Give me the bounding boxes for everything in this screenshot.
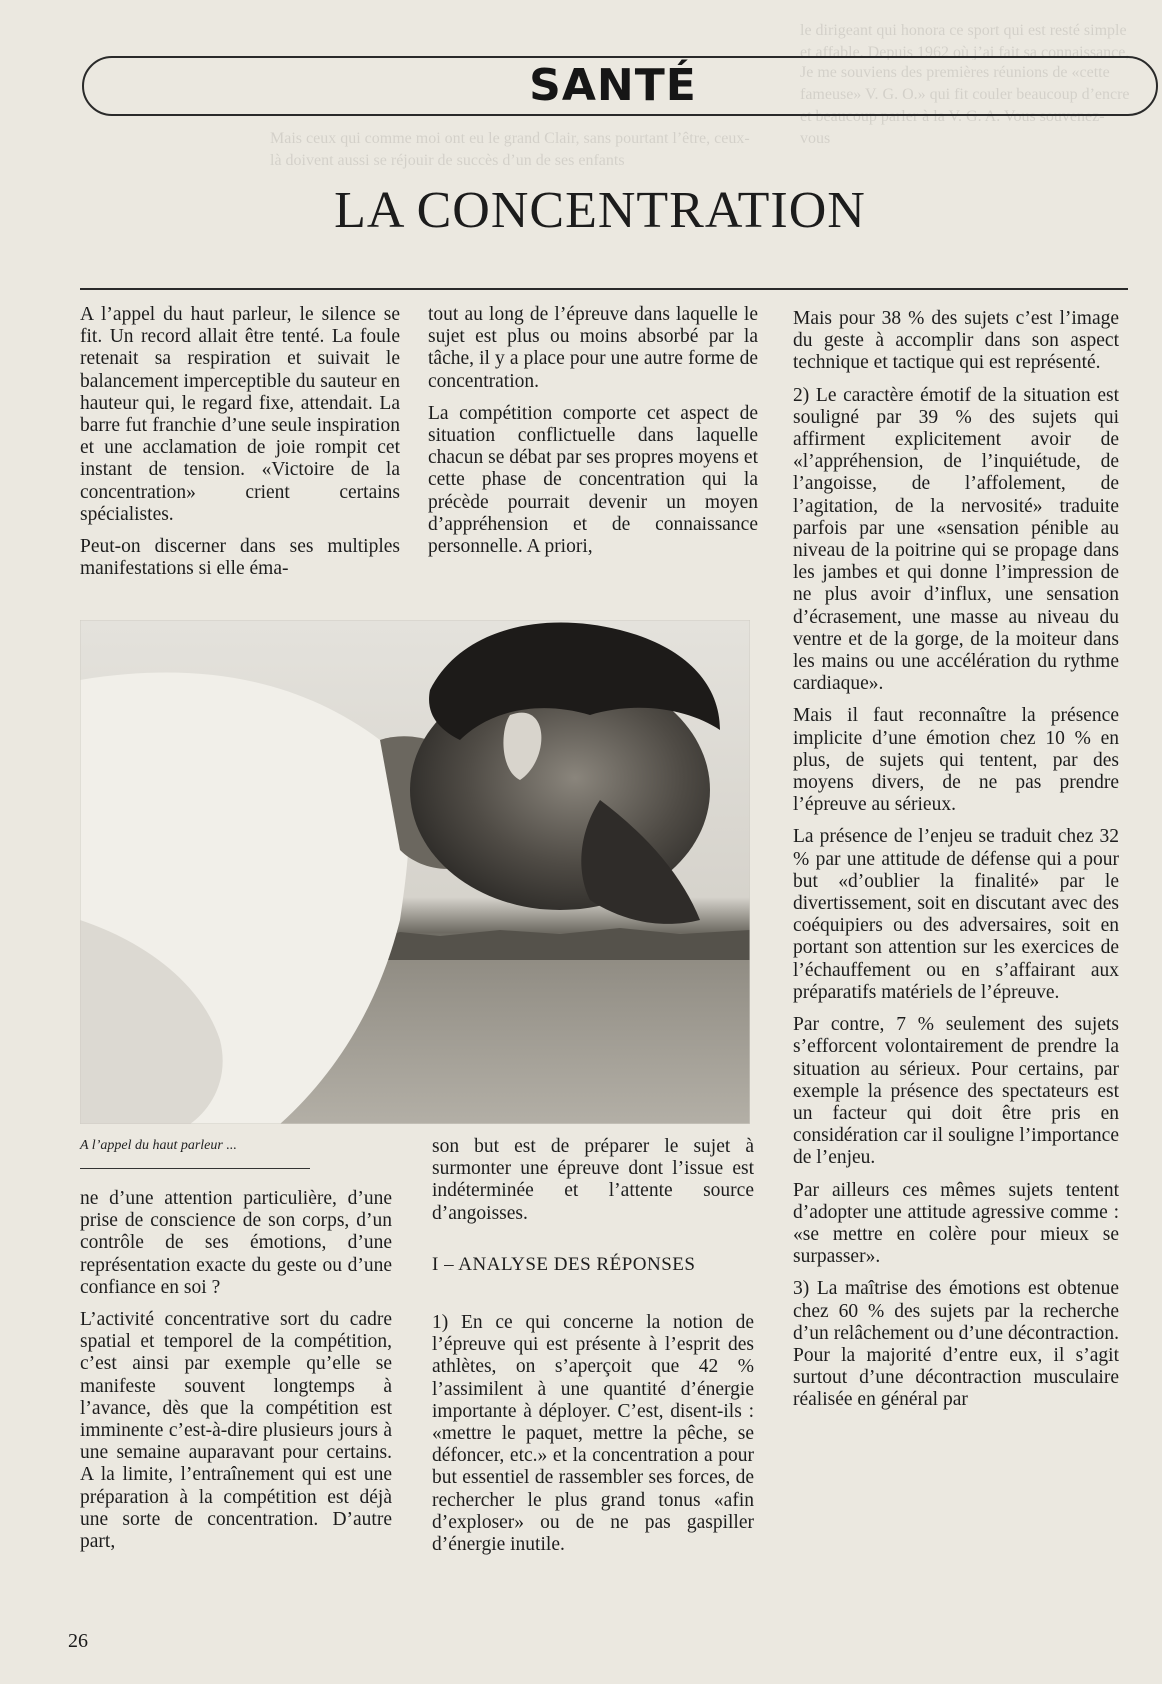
bleed-through-right: Je me souviens des premières réunions de «cette fameuse» V. G. O.» qui fit couler beaucoup d’encre et beaucoup parler à la V. G. A. Vous souvenez-vous [800,64,1130,147]
athlete-photo [80,620,750,1124]
paragraph: A l’appel du haut parleur, le silence se fit. Un record allait être tenté. La foule retenait sa respiration et suivait le balancement imperceptible du sauteur en hauteur qui, le regard fixe, attendait. La barre fut franchie d’une seule inspiration et une acclamation de joie rompit cet instant de tension. «Victoire de la concentration» crient certains spécialistes. [80,304,400,525]
title-rule [80,288,1128,290]
paragraph: La compétition comporte cet aspect de situation conflictuelle dans laquelle chacun se débat par ses propres moyens et cette phase de concentration qui la précède pourrait devenir un moyen d’appréhension et de connaissance personnelle. A priori, [428,402,758,558]
column-middle-bottom [432,1312,754,1566]
athlete-illustration [80,620,750,1124]
paragraph: tout au long de l’épreuve dans laquelle le sujet est plus ou moins absorbé par la tâche, il y a place pour une autre forme de concentration. [428,304,758,392]
photo-caption: A l’appel du haut parleur ... [80,1138,237,1153]
bleed-through-left: le dirigeant qui honora ce sport qui est resté simple et affable. Depuis 1962 où j’ai fait sa connaissance, [800,22,1130,60]
column-middle-top [428,304,758,568]
page-number: 26 [68,1630,88,1652]
article-title: LA CONCENTRATION [334,182,866,239]
column-left-top [80,304,400,590]
paragraph: Par ailleurs ces mêmes sujets tentent d’adopter une attitude agressive comme : «se mettre en colère pour mieux se surpasser». [793,1179,1119,1268]
caption-rule [80,1168,310,1169]
paragraph: ne d’une attention particulière, d’une prise de conscience de son corps, d’un contrôle de ses émotions, d’une représentation exacte du geste ou d’une confiance en soi ? [80,1188,392,1298]
section-subheading: I – ANALYSE DES RÉPONSES [432,1254,696,1275]
paragraph: 3) La maîtrise des émotions est obtenue chez 60 % des sujets par la recherche d’un relâchement ou d’une décontraction. Pour la majorité d’entre eux, il s’agit surtout d’une décontraction musculaire réalisée en général par [793,1278,1119,1411]
paragraph: Par contre, 7 % seulement des sujets s’efforcent volontairement de prendre la situation au sérieux. Pour certains, par exemple la présence des spectateurs est un facteur qui doit être pris en considération car il souligne l’importance de l’enjeu. [793,1014,1119,1169]
column-middle-intro [432,1136,754,1235]
paragraph: Mais il faut reconnaître la présence implicite d’une émotion chez 10 % en plus, de sujets qui tentent, par des moyens divers, de ne pas prendre l’épreuve au sérieux. [793,705,1119,816]
paragraph: La présence de l’enjeu se traduit chez 32 % par une attitude de défense qui a pour but «d’oublier la finalité» par le divertissement, soit en discutant avec des coéquipiers ou des adversaires, soit en portant son attention sur les exercices de l’échauffement ou en s’affairant aux préparatifs matériels de l’épreuve. [793,826,1119,1003]
section-label: SANTÉ [518,58,708,114]
column-left-bottom [80,1188,392,1563]
paragraph: L’activité concentrative sort du cadre spatial et temporel de la compétition, c’est ainsi par exemple qu’elle se manifeste souvent longtemps à l’avance, dès que la compétition est imminente c’est-à-dire plusieurs jours à une semaine auparavant pour certains. A la limite, l’entraînement qui est une préparation à la compétition est déjà une sorte de concentration. D’autre part, [80,1309,392,1553]
paragraph: Peut-on discerner dans ses multiples manifestations si elle éma- [80,536,400,580]
paragraph: son but est de préparer le sujet à surmonter une épreuve dont l’issue est indéterminée et l’attente source d’angoisses. [432,1136,754,1224]
paragraph: 2) Le caractère émotif de la situation est souligné par 39 % des sujets qui affirment explicitement avoir de «l’appréhension, de l’inquiétude, de l’angoisse, de l’affolement, de l’agitation, de la nervosité» traduite parfois par une «sensation pénible au niveau de la poitrine qui se propage dans les jambes et qui donne l’impression de ne plus avoir d’influx, une sensation d’écrasement, une masse au niveau du ventre et de la gorge, de la moiteur dans les mains ou une accélération du rythme cardiaque». [793,384,1119,695]
paragraph: Mais pour 38 % des sujets c’est l’image du geste à accomplir dans son aspect technique et tactique qui est représenté. [793,308,1119,374]
column-right [793,308,1119,1422]
bleed-through-middle: Mais ceux qui comme moi ont eu le grand Clair, sans pourtant l’être, ceux-là doivent aussi se réjouir de succès d’un de ses enfants [270,130,750,169]
paragraph: 1) En ce qui concerne la notion de l’épreuve qui est présente à l’esprit des athlètes, on s’aperçoit que 42 % l’assimilent à une quantité d’énergie importante à déployer. C’est, disent-ils : «mettre le paquet, mettre la pêche, se défoncer, etc.» et la concentration a pour but essentiel de rassembler ses forces, de rechercher le plus grand tonus «afin d’exploser» ou de ne pas gaspiller d’énergie inutile. [432,1312,754,1556]
